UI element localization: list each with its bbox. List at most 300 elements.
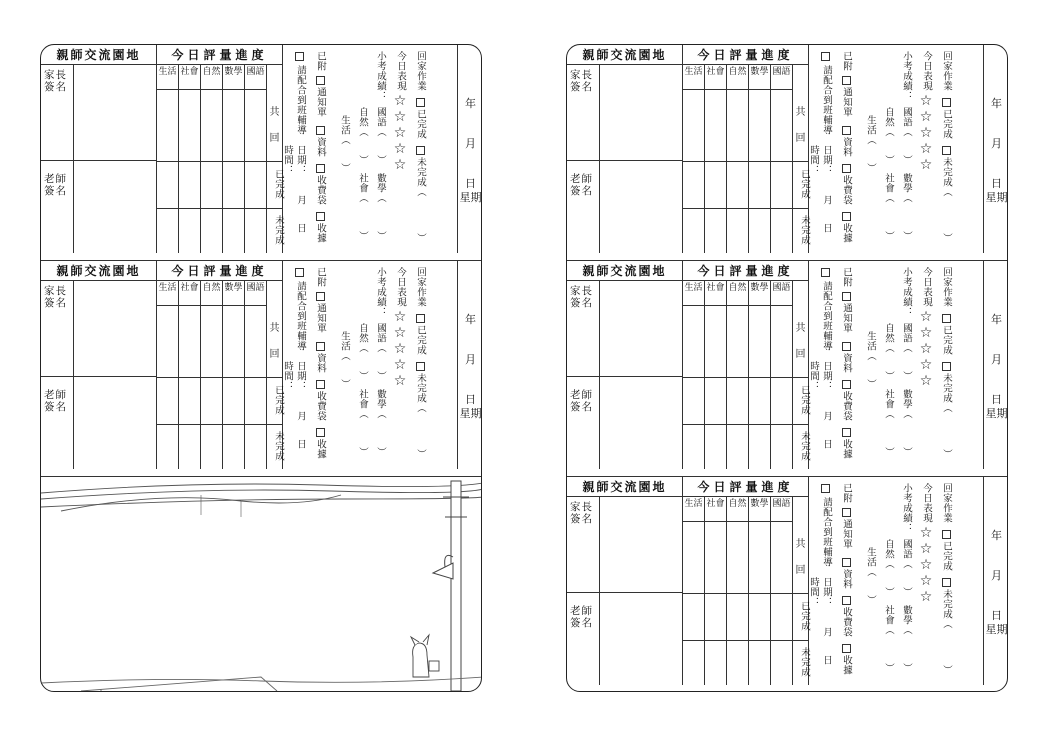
star-rating[interactable]: ☆☆☆☆☆ (918, 525, 934, 605)
quiz-close: ） (375, 371, 386, 381)
homework-notdone-checkbox[interactable] (942, 146, 951, 155)
parent-corner-header: 親師交流園地 (567, 45, 683, 65)
subject-column-life[interactable] (157, 65, 179, 253)
fee-bag-checkbox[interactable] (316, 164, 325, 173)
subject-label: 自然 (202, 283, 221, 293)
subject-column-math[interactable] (223, 281, 245, 469)
quiz-mandarin: 國語（ (901, 107, 912, 137)
quiz-science: 自然（ (883, 107, 894, 137)
subject-column-life[interactable] (683, 281, 705, 469)
subject-column-science[interactable] (727, 281, 749, 469)
status-column (267, 281, 283, 469)
month-label: 月 (821, 411, 832, 421)
tutoring-label: 請配合到班輔導 (295, 281, 306, 351)
eval-progress-header: 今日評量進度 (157, 261, 283, 281)
date-label: 日期： (295, 145, 306, 175)
quiz-title: 小考成績： (375, 51, 386, 101)
attached-label: 已附 (315, 267, 326, 287)
notice-label: 通知單 (841, 87, 852, 117)
notice-area (809, 45, 1008, 253)
star-rating[interactable]: ☆☆☆☆☆ (392, 309, 408, 389)
quiz-math: 數學（ (901, 605, 912, 635)
hui-label: 回 (269, 349, 280, 360)
date-label: 日期： (821, 577, 832, 607)
status-column (793, 65, 809, 253)
attached-label: 已附 (315, 51, 326, 71)
homework-done-label: 已完成 (415, 109, 426, 139)
fee-bag-label: 收費袋 (841, 391, 852, 421)
done-label: 已完成 (799, 385, 810, 415)
date-column (983, 477, 1008, 685)
quiz-science: 自然（ (883, 539, 894, 569)
year-label: 年 (465, 97, 476, 110)
fee-bag-label: 收費袋 (315, 391, 326, 421)
status-column (267, 65, 283, 253)
star-rating[interactable]: ☆☆☆☆☆ (392, 93, 408, 173)
communication-section (41, 261, 481, 477)
tutoring-checkbox[interactable] (295, 268, 304, 277)
fee-bag-checkbox[interactable] (316, 380, 325, 389)
quiz-life: 生活（ (865, 115, 876, 145)
eval-progress-header: 今日評量進度 (157, 45, 283, 65)
quiz-close: ） (883, 155, 894, 165)
signature-area (600, 65, 683, 253)
notice-label: 通知單 (315, 303, 326, 333)
quiz-mandarin: 國語（ (375, 107, 386, 137)
subject-label: 國語 (772, 67, 791, 77)
teacher-signature-field[interactable] (600, 161, 682, 253)
parent-sign-label: 家長簽名 (570, 501, 593, 525)
grid-line (683, 521, 792, 522)
notice-area (283, 45, 482, 253)
homework-notdone-label: 未完成（ (941, 589, 952, 629)
quiz-close: ） (901, 155, 912, 165)
day-date-label: 日 (991, 177, 1002, 190)
grid-line (683, 89, 792, 90)
quiz-mandarin: 國語（ (901, 539, 912, 569)
quiz-close: ） (357, 447, 368, 457)
subject-column-mandarin[interactable] (771, 281, 793, 469)
today-label: 今日表現 (395, 267, 406, 307)
not-done-label: 未完成 (799, 431, 810, 461)
materials-label: 資料 (315, 137, 326, 157)
subject-column-mandarin[interactable] (771, 497, 793, 685)
status-column (793, 497, 809, 685)
notice-area (809, 477, 1008, 685)
notice-checkbox[interactable] (842, 76, 851, 85)
subject-column-life[interactable] (157, 281, 179, 469)
star-rating[interactable]: ☆☆☆☆☆ (918, 93, 934, 173)
street-scene-illustration (41, 477, 482, 692)
grid-line (157, 305, 266, 306)
parent-sign-label-cell (567, 281, 600, 377)
subject-column-social[interactable] (705, 497, 727, 685)
teacher-signature-field[interactable] (74, 377, 156, 469)
notice-checkbox[interactable] (316, 292, 325, 301)
grid-line (683, 640, 792, 641)
month-label: 月 (295, 411, 306, 421)
grid-line (793, 161, 808, 162)
subject-label: 自然 (728, 67, 747, 77)
quiz-close: ） (883, 447, 894, 457)
year-label: 年 (991, 529, 1002, 542)
quiz-title: 小考成績： (375, 267, 386, 317)
quiz-close: ） (901, 663, 912, 673)
month-date-label: 月 (991, 569, 1002, 582)
subject-column-social[interactable] (179, 65, 201, 253)
year-label: 年 (991, 97, 1002, 110)
not-done-label: 未完成 (273, 215, 284, 245)
parent-sign-label: 家長簽名 (44, 69, 67, 93)
left-page (40, 44, 482, 692)
subject-label: 自然 (202, 67, 221, 77)
materials-checkbox[interactable] (842, 342, 851, 351)
subject-column-social[interactable] (705, 65, 727, 253)
dog-figure (411, 635, 439, 677)
materials-checkbox[interactable] (316, 126, 325, 135)
parent-corner-header: 親師交流園地 (41, 45, 157, 65)
quiz-title: 小考成績： (901, 483, 912, 533)
quiz-life: 生活（ (339, 115, 350, 145)
quiz-social: 社會（ (883, 605, 894, 635)
parent-signature-field[interactable] (600, 281, 682, 377)
parent-sign-label: 家長簽名 (570, 69, 593, 93)
homework-done-checkbox[interactable] (416, 98, 425, 107)
grid-line (793, 377, 808, 378)
tutoring-checkbox[interactable] (821, 268, 830, 277)
tutoring-checkbox[interactable] (295, 52, 304, 61)
subject-label: 數學 (224, 283, 243, 293)
notice-label: 通知單 (841, 303, 852, 333)
parent-signature-field[interactable] (74, 65, 156, 161)
communication-section (567, 261, 1007, 477)
parent-sign-label-cell (567, 65, 600, 161)
materials-label: 資料 (315, 353, 326, 373)
subject-column-mandarin[interactable] (771, 65, 793, 253)
grid-line (157, 208, 266, 209)
not-done-label: 未完成 (799, 647, 810, 677)
homework-notdone-label: 未完成（ (941, 157, 952, 197)
homework-notdone-label: 未完成（ (415, 373, 426, 413)
receipt-label: 收據 (315, 223, 326, 243)
quiz-close: ） (357, 231, 368, 241)
tutoring-label: 請配合到班輔導 (821, 65, 832, 135)
materials-checkbox[interactable] (316, 342, 325, 351)
time-label: 時間： (282, 361, 293, 391)
eval-grid (683, 281, 793, 469)
grid-line (157, 161, 266, 162)
fee-bag-checkbox[interactable] (842, 596, 851, 605)
homework-close: ） (415, 449, 426, 459)
teacher-signature-field[interactable] (600, 593, 682, 685)
homework-notdone-checkbox[interactable] (416, 146, 425, 155)
quiz-science: 自然（ (883, 323, 894, 353)
quiz-social: 社會（ (883, 389, 894, 419)
date-label: 日期： (295, 361, 306, 391)
signature-area (600, 281, 683, 469)
month-date-label: 月 (991, 353, 1002, 366)
parent-corner-header: 親師交流園地 (41, 261, 157, 281)
hui-label: 回 (269, 133, 280, 144)
notice-checkbox[interactable] (842, 292, 851, 301)
homework-close: ） (415, 233, 426, 243)
quiz-close: ） (883, 663, 894, 673)
homework-done-label: 已完成 (941, 325, 952, 355)
quiz-mandarin: 國語（ (901, 323, 912, 353)
teacher-signature-field[interactable] (600, 377, 682, 469)
quiz-title: 小考成績： (901, 267, 912, 317)
subject-column-mandarin[interactable] (245, 281, 267, 469)
quiz-close: ） (883, 231, 894, 241)
today-label: 今日表現 (921, 51, 932, 91)
year-label: 年 (991, 313, 1002, 326)
homework-notdone-label: 未完成（ (941, 373, 952, 413)
homework-notdone-checkbox[interactable] (416, 362, 425, 371)
day-label: 日 (295, 439, 306, 449)
total-label: 共 (795, 107, 806, 118)
quiz-math: 數學（ (375, 173, 386, 203)
day-date-label: 日 (465, 393, 476, 406)
notice-label: 通知單 (315, 87, 326, 117)
subject-column-science[interactable] (201, 65, 223, 253)
homework-close: ） (941, 233, 952, 243)
parent-corner-header: 親師交流園地 (567, 261, 683, 281)
subject-label: 國語 (246, 67, 265, 77)
parent-sign-label-cell (567, 497, 600, 593)
street-lamp (433, 563, 453, 579)
grid-line (793, 208, 808, 209)
subject-column-social[interactable] (705, 281, 727, 469)
notice-area (809, 261, 1008, 469)
status-column (793, 281, 809, 469)
attached-label: 已附 (841, 483, 852, 503)
time-label: 時間： (808, 577, 819, 607)
weekday-label: 星期 (985, 407, 1008, 420)
utility-pole (451, 481, 461, 691)
attached-label: 已附 (841, 267, 852, 287)
grid-line (157, 89, 266, 90)
today-label: 今日表現 (395, 51, 406, 91)
quiz-title: 小考成績： (901, 51, 912, 101)
month-label: 月 (821, 195, 832, 205)
materials-label: 資料 (841, 569, 852, 589)
hui-label: 回 (795, 133, 806, 144)
fee-bag-label: 收費袋 (841, 175, 852, 205)
weekday-label: 星期 (459, 191, 482, 204)
quiz-close: ） (357, 155, 368, 165)
subject-label: 數學 (750, 67, 769, 77)
homework-notdone-checkbox[interactable] (942, 362, 951, 371)
homework-done-label: 已完成 (941, 541, 952, 571)
homework-done-checkbox[interactable] (942, 98, 951, 107)
date-column (457, 45, 482, 253)
subject-label: 國語 (772, 499, 791, 509)
grid-line (683, 377, 792, 378)
quiz-close: ） (901, 371, 912, 381)
quiz-mandarin: 國語（ (375, 323, 386, 353)
hui-label: 回 (795, 565, 806, 576)
signature-area (74, 281, 157, 469)
year-label: 年 (465, 313, 476, 326)
eval-grid (683, 497, 793, 685)
subject-label: 自然 (728, 499, 747, 509)
grid-line (157, 377, 266, 378)
date-label: 日期： (821, 145, 832, 175)
subject-column-science[interactable] (727, 497, 749, 685)
quiz-life: 生活（ (339, 331, 350, 361)
total-label: 共 (269, 107, 280, 118)
quiz-close: ） (375, 231, 386, 241)
time-label: 時間： (282, 145, 293, 175)
subject-column-math[interactable] (749, 497, 771, 685)
month-date-label: 月 (465, 353, 476, 366)
subject-label: 生活 (684, 499, 703, 509)
tutoring-label: 請配合到班輔導 (821, 281, 832, 351)
grid-line (157, 424, 266, 425)
subject-column-math[interactable] (223, 65, 245, 253)
day-date-label: 日 (991, 393, 1002, 406)
star-rating[interactable]: ☆☆☆☆☆ (918, 309, 934, 389)
day-label: 日 (295, 223, 306, 233)
subject-label: 社會 (706, 283, 725, 293)
parent-sign-label: 家長簽名 (44, 285, 67, 309)
grid-line (683, 305, 792, 306)
subject-label: 數學 (750, 499, 769, 509)
parent-signature-field[interactable] (600, 65, 682, 161)
notice-checkbox[interactable] (842, 508, 851, 517)
receipt-checkbox[interactable] (842, 644, 851, 653)
quiz-close: ） (901, 447, 912, 457)
parent-signature-field[interactable] (600, 497, 682, 593)
homework-label: 回家作業 (941, 267, 952, 307)
hui-label: 回 (795, 349, 806, 360)
grid-line (267, 424, 282, 425)
tutoring-checkbox[interactable] (821, 52, 830, 61)
receipt-checkbox[interactable] (316, 212, 325, 221)
eval-grid (157, 281, 267, 469)
quiz-close: ） (865, 595, 876, 605)
homework-notdone-checkbox[interactable] (942, 578, 951, 587)
materials-checkbox[interactable] (842, 558, 851, 567)
fee-bag-label: 收費袋 (315, 175, 326, 205)
grid-line (683, 208, 792, 209)
subject-column-mandarin[interactable] (245, 65, 267, 253)
receipt-checkbox[interactable] (316, 428, 325, 437)
teacher-sign-label-cell (567, 593, 600, 685)
quiz-math: 數學（ (901, 389, 912, 419)
total-label: 共 (795, 539, 806, 550)
subject-label: 數學 (224, 67, 243, 77)
signature-area (74, 65, 157, 253)
materials-label: 資料 (841, 137, 852, 157)
date-column (983, 45, 1008, 253)
quiz-close: ） (883, 587, 894, 597)
subject-label: 社會 (180, 283, 199, 293)
teacher-sign-label-cell (41, 377, 74, 469)
subject-column-math[interactable] (749, 65, 771, 253)
eval-progress-header: 今日評量進度 (683, 45, 809, 65)
quiz-close: ） (375, 447, 386, 457)
subject-column-life[interactable] (683, 65, 705, 253)
notice-area (283, 261, 482, 469)
subject-label: 國語 (772, 283, 791, 293)
quiz-science: 自然（ (357, 323, 368, 353)
done-label: 已完成 (273, 169, 284, 199)
teacher-sign-label: 老師簽名 (44, 173, 67, 197)
homework-notdone-label: 未完成（ (415, 157, 426, 197)
day-date-label: 日 (465, 177, 476, 190)
grid-line (793, 640, 808, 641)
eval-progress-header: 今日評量進度 (683, 261, 809, 281)
homework-done-label: 已完成 (941, 109, 952, 139)
homework-done-checkbox[interactable] (416, 314, 425, 323)
teacher-signature-field[interactable] (74, 161, 156, 253)
subject-column-science[interactable] (727, 65, 749, 253)
date-column (457, 261, 482, 469)
grid-line (793, 424, 808, 425)
parent-sign-label: 家長簽名 (570, 285, 593, 309)
teacher-sign-label-cell (567, 161, 600, 253)
grid-line (267, 377, 282, 378)
subject-label: 社會 (180, 67, 199, 77)
grid-line (683, 161, 792, 162)
subject-column-science[interactable] (201, 281, 223, 469)
receipt-checkbox[interactable] (842, 428, 851, 437)
quiz-close: ） (901, 231, 912, 241)
done-label: 已完成 (799, 601, 810, 631)
day-date-label: 日 (991, 609, 1002, 622)
parent-signature-field[interactable] (74, 281, 156, 377)
subject-column-social[interactable] (179, 281, 201, 469)
homework-label: 回家作業 (941, 483, 952, 523)
eval-grid (157, 65, 267, 253)
teacher-sign-label-cell (41, 161, 74, 253)
homework-done-label: 已完成 (415, 325, 426, 355)
subject-label: 社會 (706, 499, 725, 509)
receipt-checkbox[interactable] (842, 212, 851, 221)
materials-checkbox[interactable] (842, 126, 851, 135)
quiz-close: ） (357, 371, 368, 381)
subject-label: 生活 (684, 283, 703, 293)
receipt-label: 收據 (841, 223, 852, 243)
quiz-life: 生活（ (865, 547, 876, 577)
homework-done-checkbox[interactable] (942, 530, 951, 539)
notice-checkbox[interactable] (316, 76, 325, 85)
subject-column-math[interactable] (749, 281, 771, 469)
grid-line (683, 593, 792, 594)
subject-label: 數學 (750, 283, 769, 293)
today-label: 今日表現 (921, 483, 932, 523)
day-label: 日 (821, 223, 832, 233)
homework-label: 回家作業 (415, 267, 426, 307)
tutoring-checkbox[interactable] (821, 484, 830, 493)
quiz-math: 數學（ (901, 173, 912, 203)
fee-bag-checkbox[interactable] (842, 380, 851, 389)
homework-done-checkbox[interactable] (942, 314, 951, 323)
fee-bag-checkbox[interactable] (842, 164, 851, 173)
receipt-label: 收據 (315, 439, 326, 459)
grid-line (683, 424, 792, 425)
subject-label: 生活 (684, 67, 703, 77)
eval-progress-header: 今日評量進度 (683, 477, 809, 497)
weekday-label: 星期 (985, 623, 1008, 636)
quiz-math: 數學（ (375, 389, 386, 419)
done-label: 已完成 (273, 385, 284, 415)
grid-line (267, 208, 282, 209)
subject-column-life[interactable] (683, 497, 705, 685)
month-date-label: 月 (465, 137, 476, 150)
quiz-life: 生活（ (865, 331, 876, 361)
